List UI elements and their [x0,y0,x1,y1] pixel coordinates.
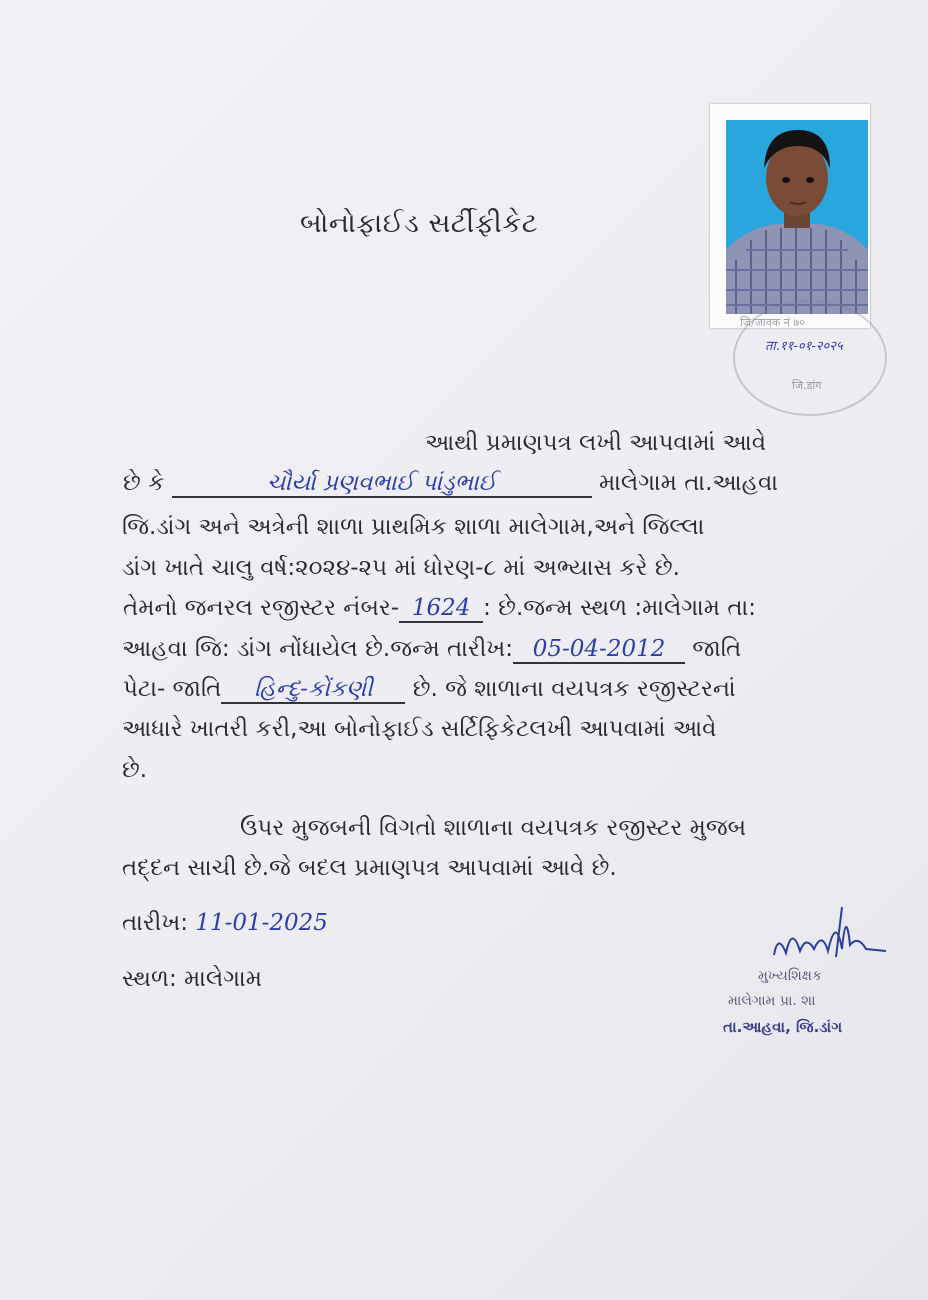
para1-line2-prefix: છે કે [123,470,165,496]
para1-line6-suffix: જાતિ [692,636,742,662]
register-number: 1624 [399,595,483,623]
place-label: સ્થળ: [122,966,177,992]
place-row [122,966,262,992]
para1-line6-prefix: આહવા જિ: ડાંગ નોંધાયેલ છે.જન્મ તારીખ: [122,636,514,662]
school-name-stamp: માલેગામ પ્રા. શા [728,993,816,1009]
para1-line5-prefix: તેમનો જનરલ રજીસ્ટર નંબર- [123,595,400,621]
para1-line5-suffix: : છે.જન્મ સ્થળ :માલેગામ તા: [483,595,756,621]
para1-line3: જિ.ડાંગ અને અત્રેની શાળા પ્રાથમિક શાળા માલેગામ,અને જિલ્લા [122,514,705,540]
issue-date-row [122,910,328,936]
para1-line7-suffix: છે. જે શાળાના વયપત્રક રજીસ્ટરનાં [412,676,736,702]
student-name: ચૌર્યા પ્રણવભાઈ પાંડુભાઈ [172,470,592,498]
principal-role: મુખ્યશિક્ષક [758,968,822,984]
para1-line4: ડાંગ ખાતે ચાલુ વર્ષ:૨૦૨૪-૨૫ માં ધોરણ-૮ માં અભ્યાસ કરે છે. [122,555,680,581]
para1-line9: છે. [122,757,148,783]
date-label: તારીખ: [122,910,189,936]
para1-line1: આથી પ્રમાણપત્ર લખી આપવામાં આવે [425,430,767,456]
principal-signature-image [766,905,896,975]
para1-line6 [122,636,741,664]
para1-line2 [123,470,778,498]
para1-line2-suffix: માલેગામ તા.આહવા [598,470,778,496]
student-photo [726,120,868,314]
photo-caption: जि/जावक नं ७० [740,316,805,329]
para2-line2: તદ્દન સાચી છે.જે બદલ પ્રમાણપત્ર આપવામાં આવે છે. [122,855,617,881]
para1-line7-prefix: પેટા- જાતિ [123,676,222,702]
place-value: માલેગામ [184,966,262,992]
certificate-title: બોનોફાઈડ સર્ટીફીકેટ [300,208,539,239]
caste-value: હિન્દુ-કોંકણી [221,676,405,704]
school-address-stamp: તા.આહવા, જિ.ડાંગ [723,1018,843,1036]
stamp-date: ता.११-०१-२०२५ [765,339,843,354]
school-stamp [733,300,887,416]
para1-line8: આધારે ખાતરી કરી,આ બોનોફાઈડ સર્ટિફિકેટલખી આપવામાં આવે [122,716,717,742]
birth-date: 05-04-2012 [513,636,685,664]
stamp-footer: जि.डांग [792,379,822,392]
issue-date: 11-01-2025 [195,910,328,936]
para2-line1: ઉપર મુજબની વિગતો શાળાના વયપત્રક રજીસ્ટર મુજબ [240,815,747,841]
para1-line7 [123,676,736,704]
para1-line5 [123,595,756,623]
student-portrait-image [726,120,868,314]
